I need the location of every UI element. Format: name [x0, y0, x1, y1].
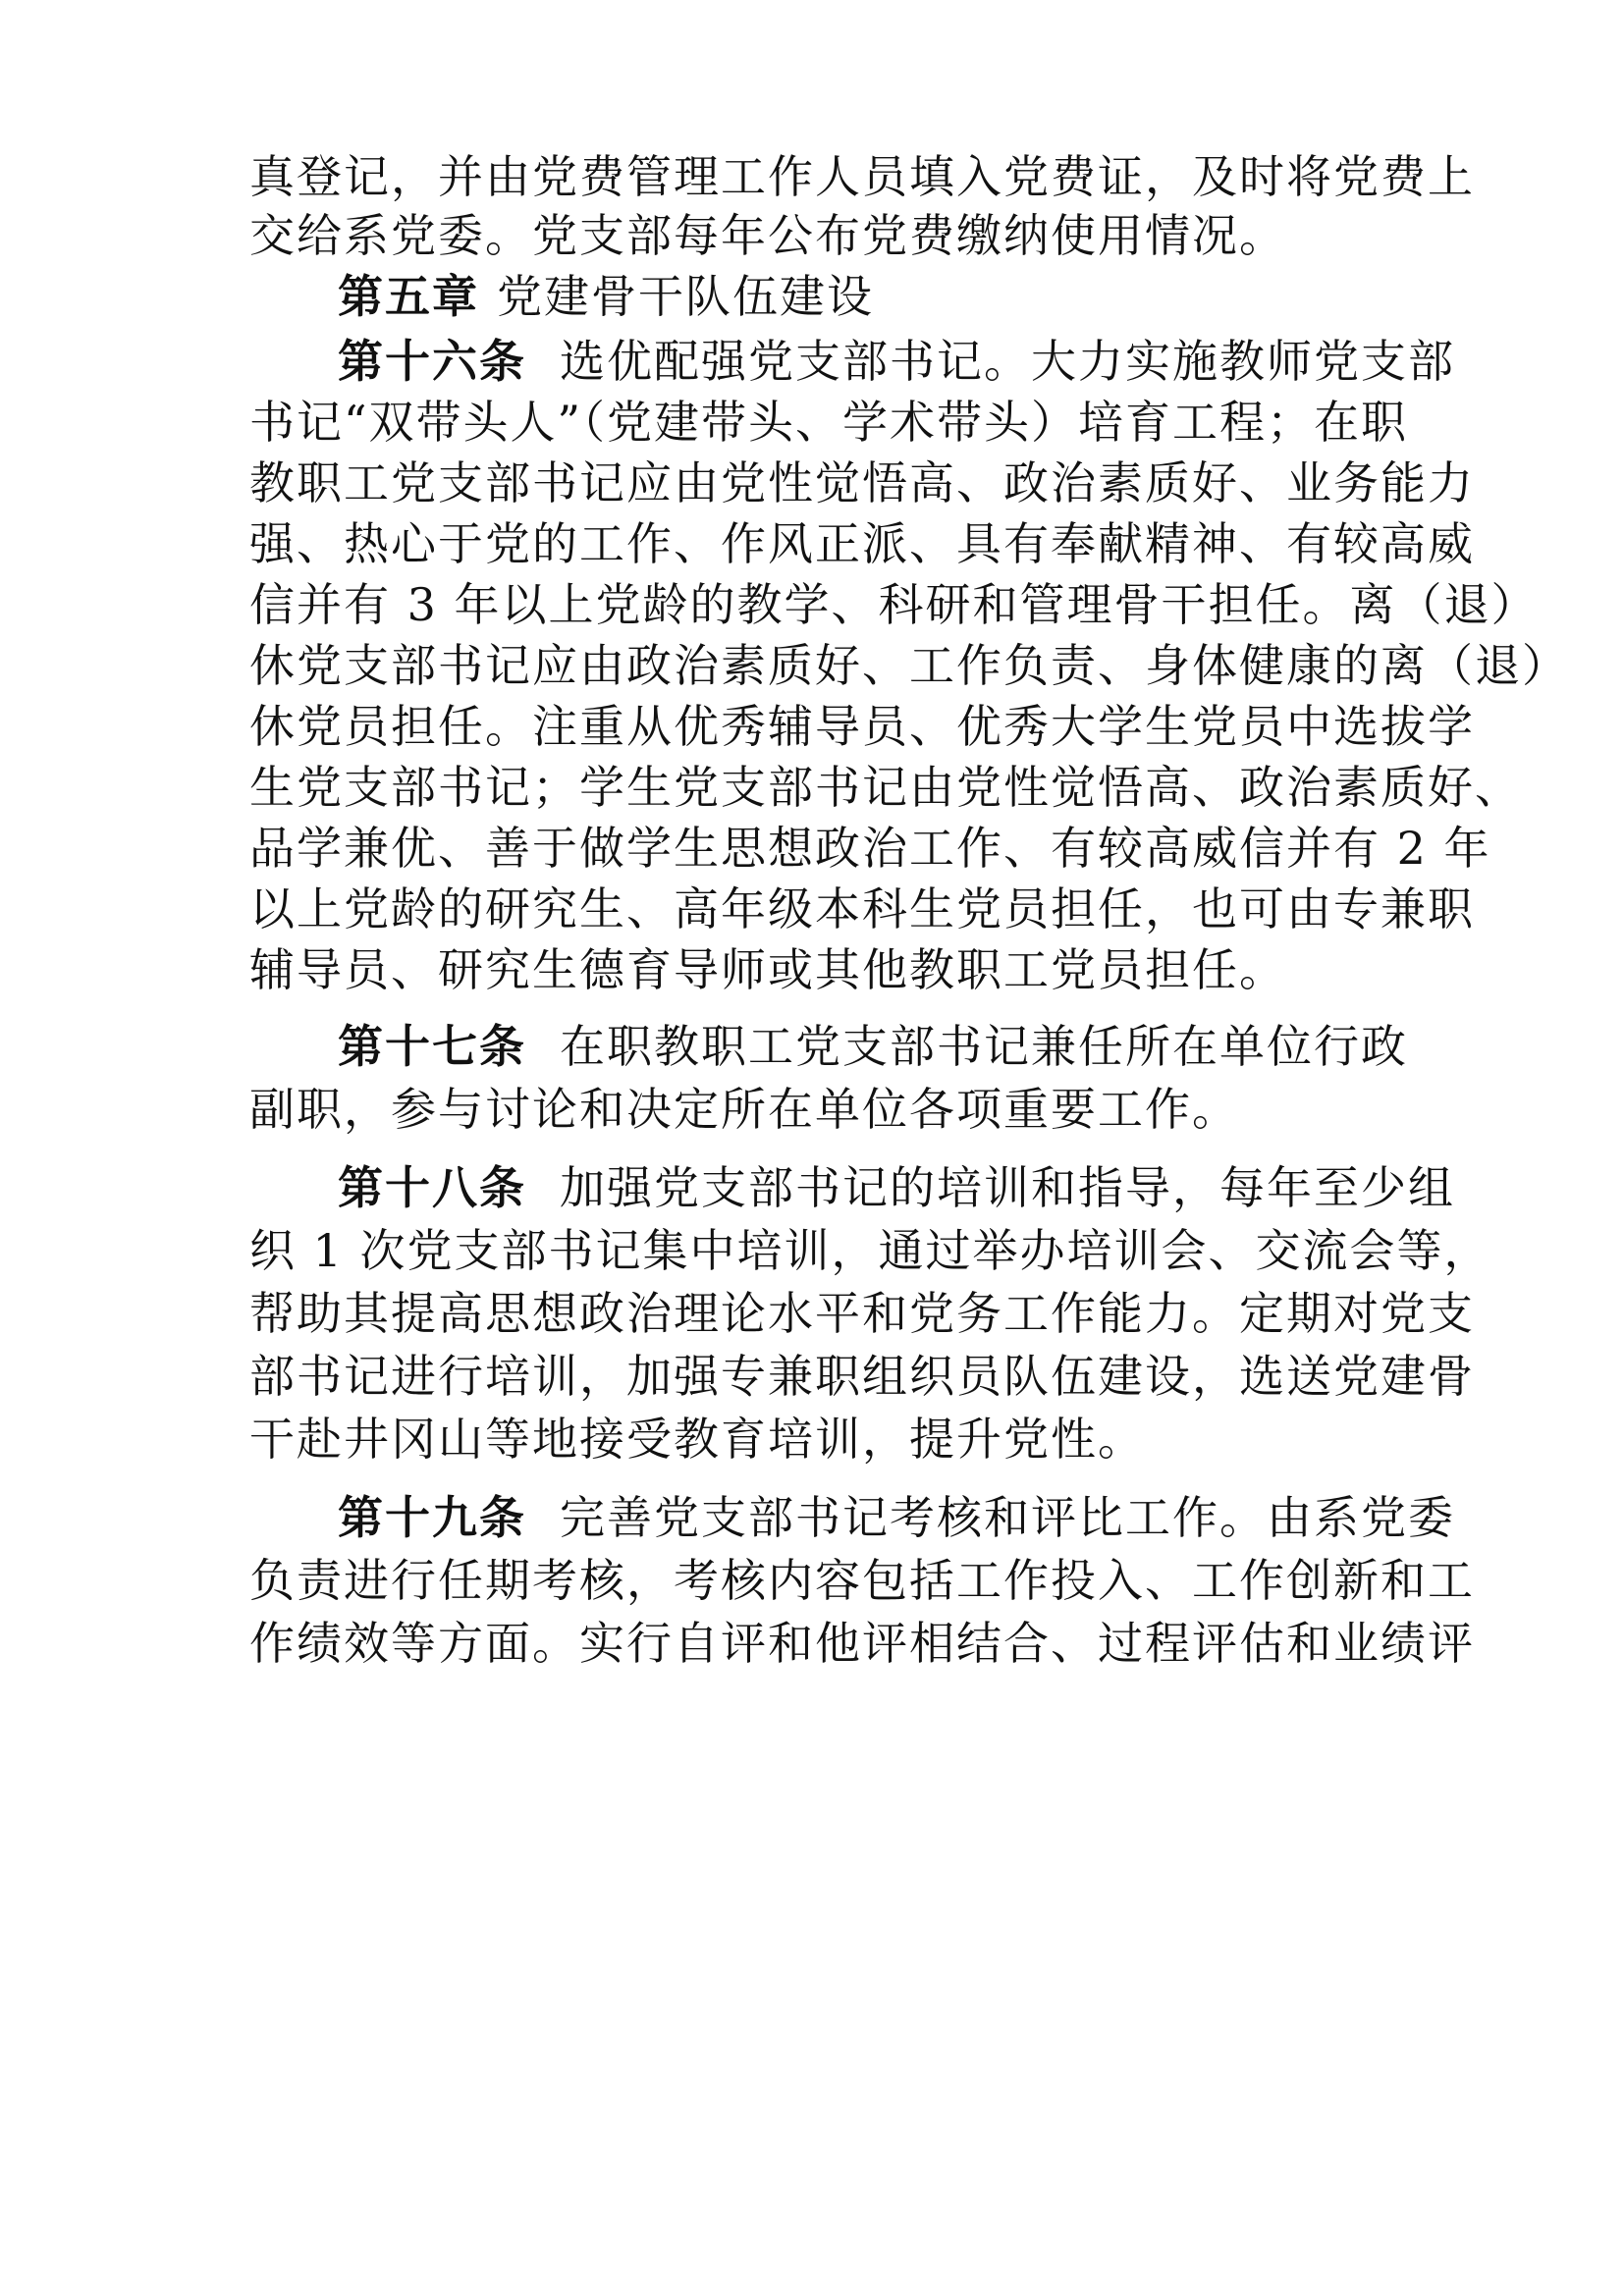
chapter-title: 党建骨干队伍建设 [497, 270, 874, 323]
paragraph-line: 负责进行任期考核，考核内容包括工作投入、工作创新和工 [249, 1554, 1475, 1607]
paragraph-line: 作绩效等方面。实行自评和他评相结合、过程评估和业绩评 [249, 1617, 1475, 1670]
paragraph-line: 生党支部书记；学生党支部书记由党性觉悟高、政治素质好、 [249, 761, 1522, 814]
paragraph-line: 交给系党委。党支部每年公布党费缴纳使用情况。 [249, 209, 1286, 262]
article-17-text: 在职教职工党支部书记兼任所在单位行政 [560, 1020, 1408, 1073]
paragraph-line: 帮助其提高思想政治理论水平和党务工作能力。定期对党支 [249, 1287, 1475, 1340]
paragraph-line: 休党支部书记应由政治素质好、工作负责、身体健康的离（退） [249, 639, 1569, 692]
article-16-text: 选优配强党支部书记。大力实施教师党支部 [560, 335, 1455, 388]
chapter-heading [338, 267, 1388, 326]
paragraph-line: 辅导员、研究生德育导师或其他教职工党员担任。 [249, 943, 1286, 996]
paragraph-line: 部书记进行培训，加强专兼职组织员队伍建设，选送党建骨 [249, 1350, 1475, 1403]
article-19-first-line [338, 1488, 1455, 1547]
article-18-first-line [338, 1158, 1455, 1217]
article-17-label: 第十七条 [338, 1020, 526, 1073]
article-19-text: 完善党支部书记考核和评比工作。由系党委 [560, 1491, 1455, 1544]
article-19-label: 第十九条 [338, 1491, 526, 1544]
article-17-first-line [338, 1017, 1408, 1076]
article-18-text: 加强党支部书记的培训和指导，每年至少组 [560, 1161, 1455, 1214]
paragraph-line: 信并有 3 年以上党龄的教学、科研和管理骨干担任。离（退） [249, 578, 1539, 631]
paragraph-line: 以上党龄的研究生、高年级本科生党员担任，也可由专兼职 [249, 882, 1475, 935]
article-16-first-line [338, 332, 1455, 391]
article-16-label: 第十六条 [338, 335, 526, 388]
paragraph-line: 副职，参与讨论和决定所在单位各项重要工作。 [249, 1083, 1239, 1136]
paragraph-line: 干赴井冈山等地接受教育培训，提升党性。 [249, 1413, 1145, 1466]
paragraph-line: 休党员担任。注重从优秀辅导员、优秀大学生党员中选拔学 [249, 700, 1475, 753]
paragraph-line: 强、热心于党的工作、作风正派、具有奉献精神、有较高威 [249, 517, 1475, 570]
paragraph-line: 教职工党支部书记应由党性觉悟高、政治素质好、业务能力 [249, 456, 1475, 509]
paragraph-line: 品学兼优、善于做学生思想政治工作、有较高威信并有 2 年 [249, 822, 1491, 875]
paragraph-line: 织 1 次党支部书记集中培训，通过举办培训会、交流会等， [249, 1224, 1491, 1277]
paragraph-line: 书记“双带头人”（党建带头、学术带头）培育工程；在职 [249, 396, 1409, 449]
paragraph-line: 真登记，并由党费管理工作人员填入党费证，及时将党费上 [249, 150, 1475, 203]
article-18-label: 第十八条 [338, 1161, 526, 1214]
chapter-label: 第五章 [338, 270, 479, 323]
